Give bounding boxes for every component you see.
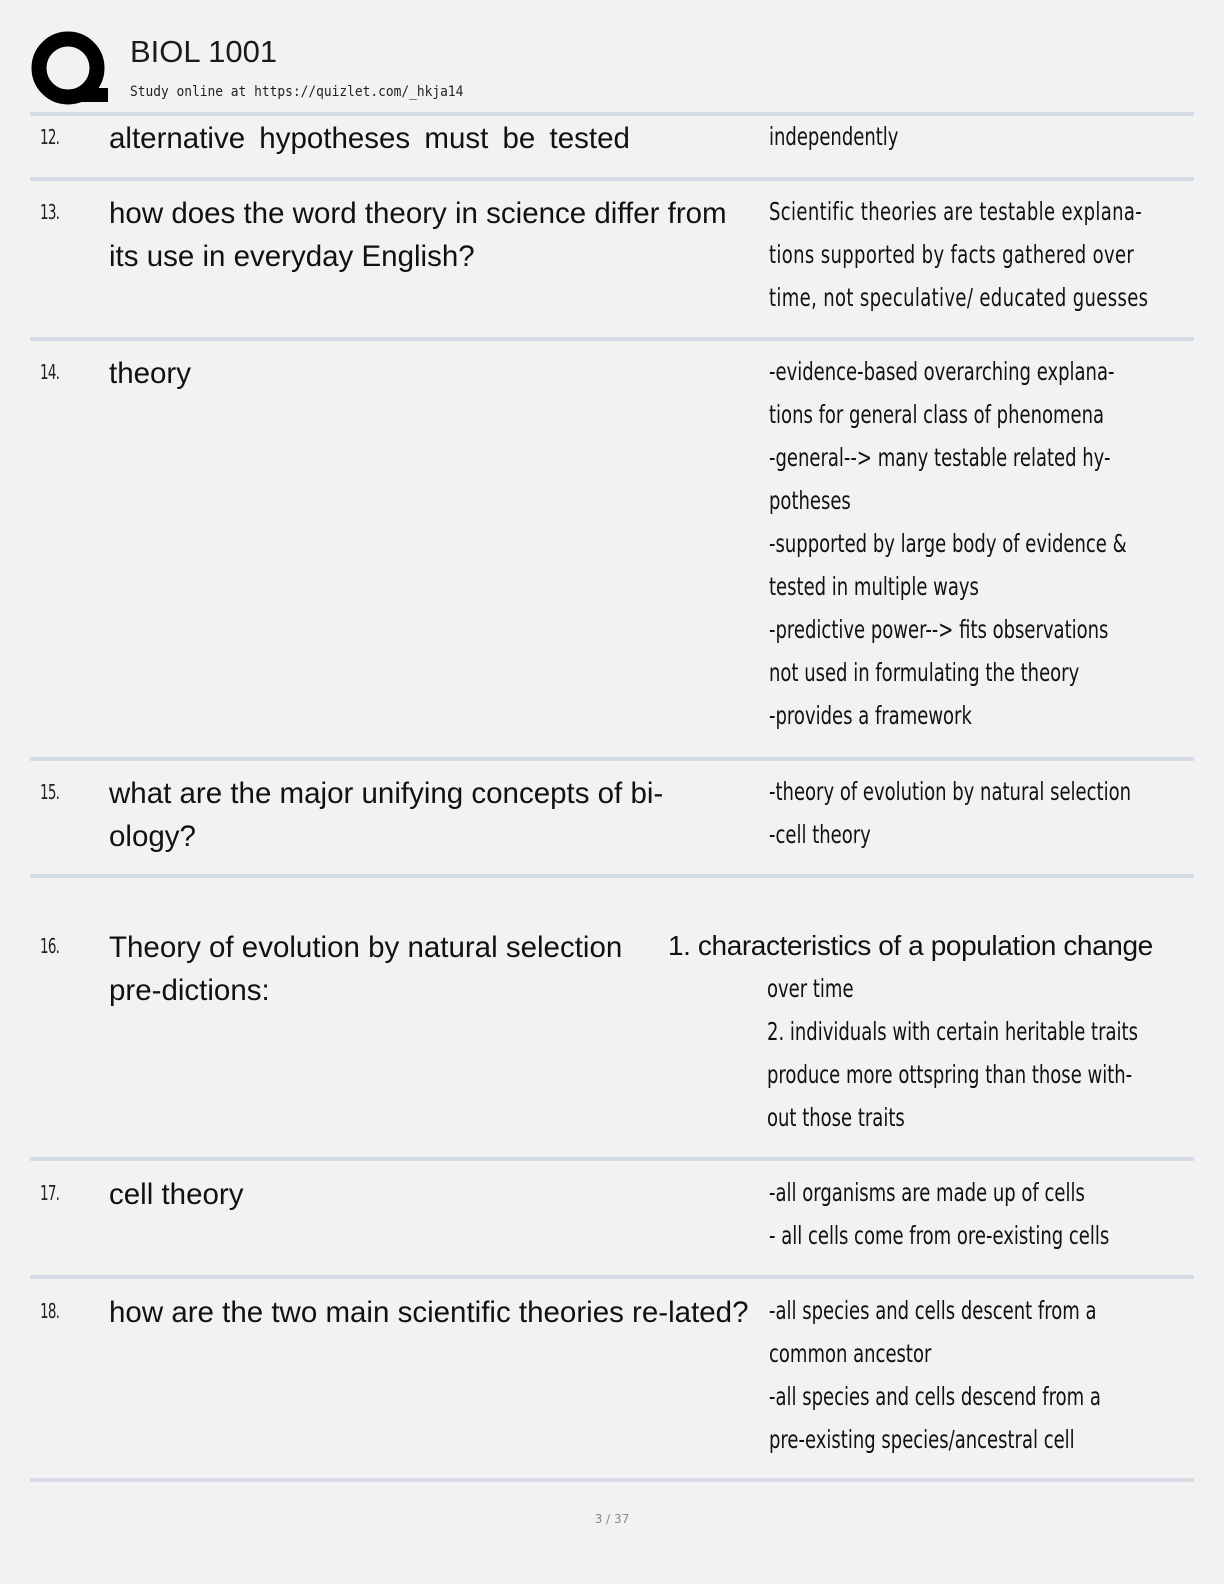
card-definition: -all species and cells descent from a common ancestor -all species and cells descend from a pre-existing species/ancestral cell: [769, 1296, 1101, 1454]
divider: [30, 1275, 1194, 1279]
card-term: how does the word theory in science differ from its use in everyday English?: [109, 197, 727, 273]
page-header: [30, 28, 1190, 112]
card-term: Theory of evolution by natural selection pre-dictions:: [109, 931, 623, 1007]
divider: [30, 1478, 1194, 1482]
page-number: 3 / 37: [594, 1512, 630, 1526]
card-number: 12.: [40, 125, 60, 149]
card-number: 14.: [40, 360, 60, 384]
card-definition: -all organisms are made up of cells - all cells come from ore-existing cells: [769, 1178, 1110, 1250]
divider: [30, 177, 1194, 181]
card-definition: over time 2. individuals with certain heritable traits produce more ottspring than those with- out those traits: [767, 974, 1138, 1132]
card-term: theory: [109, 357, 191, 390]
card-number: 13.: [40, 200, 60, 224]
card-term: alternative hypotheses must be tested: [109, 122, 630, 155]
study-link-text: Study online at https://quizlet.com/_hkja14: [130, 84, 464, 100]
card-definition-first-line: 1. characteristics of a population change: [668, 930, 1153, 961]
card-term: cell theory: [109, 1178, 244, 1211]
quizlet-logo-icon: [30, 30, 110, 110]
card-term: how are the two main scientific theories re-lated?: [109, 1296, 749, 1329]
divider: [30, 1157, 1194, 1161]
card-number: 18.: [40, 1299, 60, 1323]
divider: [30, 757, 1194, 761]
divider: [30, 337, 1194, 341]
card-definition: Scientific theories are testable explana- tions supported by facts gathered over time, not speculative/ educated guesses: [769, 197, 1149, 312]
card-number: 15.: [40, 780, 60, 804]
card-definition: independently: [769, 122, 899, 151]
divider: [30, 874, 1194, 878]
card-number: 17.: [40, 1181, 60, 1205]
card-definition: -theory of evolution by natural selection -cell theory: [769, 777, 1132, 849]
card-number: 16.: [40, 934, 60, 958]
card-definition: -evidence-based overarching explana- tions for general class of phenomena -general--> many testable related hy- potheses -supported by large body of evidence & tested in multiple ways -predictive power--> fits observations not used in formulating the theory -provides a framework: [769, 357, 1127, 730]
course-title: BIOL 1001: [130, 34, 278, 69]
card-term: what are the major unifying concepts of bi-ology?: [109, 777, 664, 853]
